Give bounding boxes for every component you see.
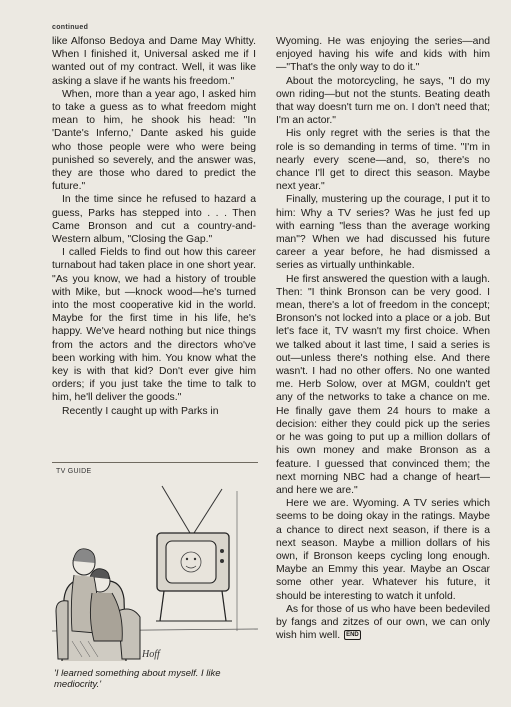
article-paragraph: In the time since he refused to hazard a guess, Parks has stepped into . . . Then Came Bronson and cut a country-and-Western album, "Closing the Gap." (52, 194, 256, 246)
cartoonist-signature: Hoff (142, 649, 160, 660)
article-paragraph: I called Fields to find out how this career turnabout had taken place in one short year. "As you know, we had a history of trouble with Mike, but —knock wood—he's turned into the most cooperative kid in the world. Maybe for the first time in his life, he's happy. We've heard nothing but nice things from the actors and the directors who've been working with him. You know what the key is with that kid? Don't ever give him orders; if you just take the time to talk to him, he'll deliver the goods." (52, 247, 256, 404)
article-paragraph: like Alfonso Bedoya and Dame May Whitty. When I finished it, Universal asked me if I wanted out of my contract. Well, it was like asking a slave if he wants his freedom." (52, 36, 256, 87)
article-paragraph: Here we are. Wyoming. A TV series which seems to be doing okay in the ratings. Maybe a chance to direct next season, if there is a next season. Maybe a million dollars of his own, if Bronson keeps cycling long enough. Maybe an Emmy this year. Maybe an Oscar some other year. Whatever his future, it should be interesting to watch it unfold. (276, 498, 490, 602)
article-paragraph: He first answered the question with a laugh. Then: "I think Bronson can be very good. I mean, there's a lot of freedom in the concept; Bronson's not locked into a place or a job. But let's face it, TV wasn't my first choice. When we talked about it last time, I said a series is out—unless there's nothing else. And there wasn't. I had no other offers. No one wanted me. Herb Solow, over at MGM, couldn't get any of the networks to take a chance on me. He finally gave them 24 hours to make a decision: either they could pick up the series or he was going to put up a million dollars of his own money and make Bronson as a feature. I guessed that convinced them; the next morning NBC had a change of heart—and here we are." (276, 273, 490, 496)
cartoon-credit: TV GUIDE (56, 468, 92, 475)
article-paragraph: About the motorcycling, he says, "I do my own riding—but not the stunts. Beating death that way doesn't turn me on. I don't need that; I'm an actor." (276, 75, 490, 127)
right-column (276, 35, 490, 642)
cartoon-illustration (52, 481, 258, 667)
continued-label: continued (52, 24, 89, 31)
left-column (52, 35, 256, 418)
article-paragraph: Finally, mustering up the courage, I put it to him: Why a TV series? Was he just fed up with earning "less than the average working man"? When we had discussed his future career a year before, he had dismissed a series as virtually unthinkable. (276, 194, 490, 272)
cartoon-panel (52, 462, 258, 699)
cartoon-caption: 'I learned something about myself. I like mediocrity.' (54, 668, 221, 690)
article-paragraph: As for those of us who have been bedeviled by fangs and zitzes of our own, we can only wish him well. END (276, 603, 490, 642)
article-paragraph: Wyoming. He was enjoying the series—and enjoyed having his wife and kids with him—"That's the only way to do it." (276, 36, 490, 74)
article-paragraph: Recently I caught up with Parks in (62, 405, 219, 417)
article-paragraph: His only regret with the series is that the role is so demanding in terms of time. "I'm in nearly every scene—and, so, there's no chance I'll get to direct this season. Maybe next year." (276, 128, 490, 193)
end-mark: END (346, 632, 359, 639)
article-paragraph: When, more than a year ago, I asked him to take a guess as to what freedom might mean to him, he shook his head: "In 'Dante's Inferno,' Dante asked his guide who those people were who were being punished so severely, and the answer was, they are those who dared to predict the future." (52, 88, 256, 193)
